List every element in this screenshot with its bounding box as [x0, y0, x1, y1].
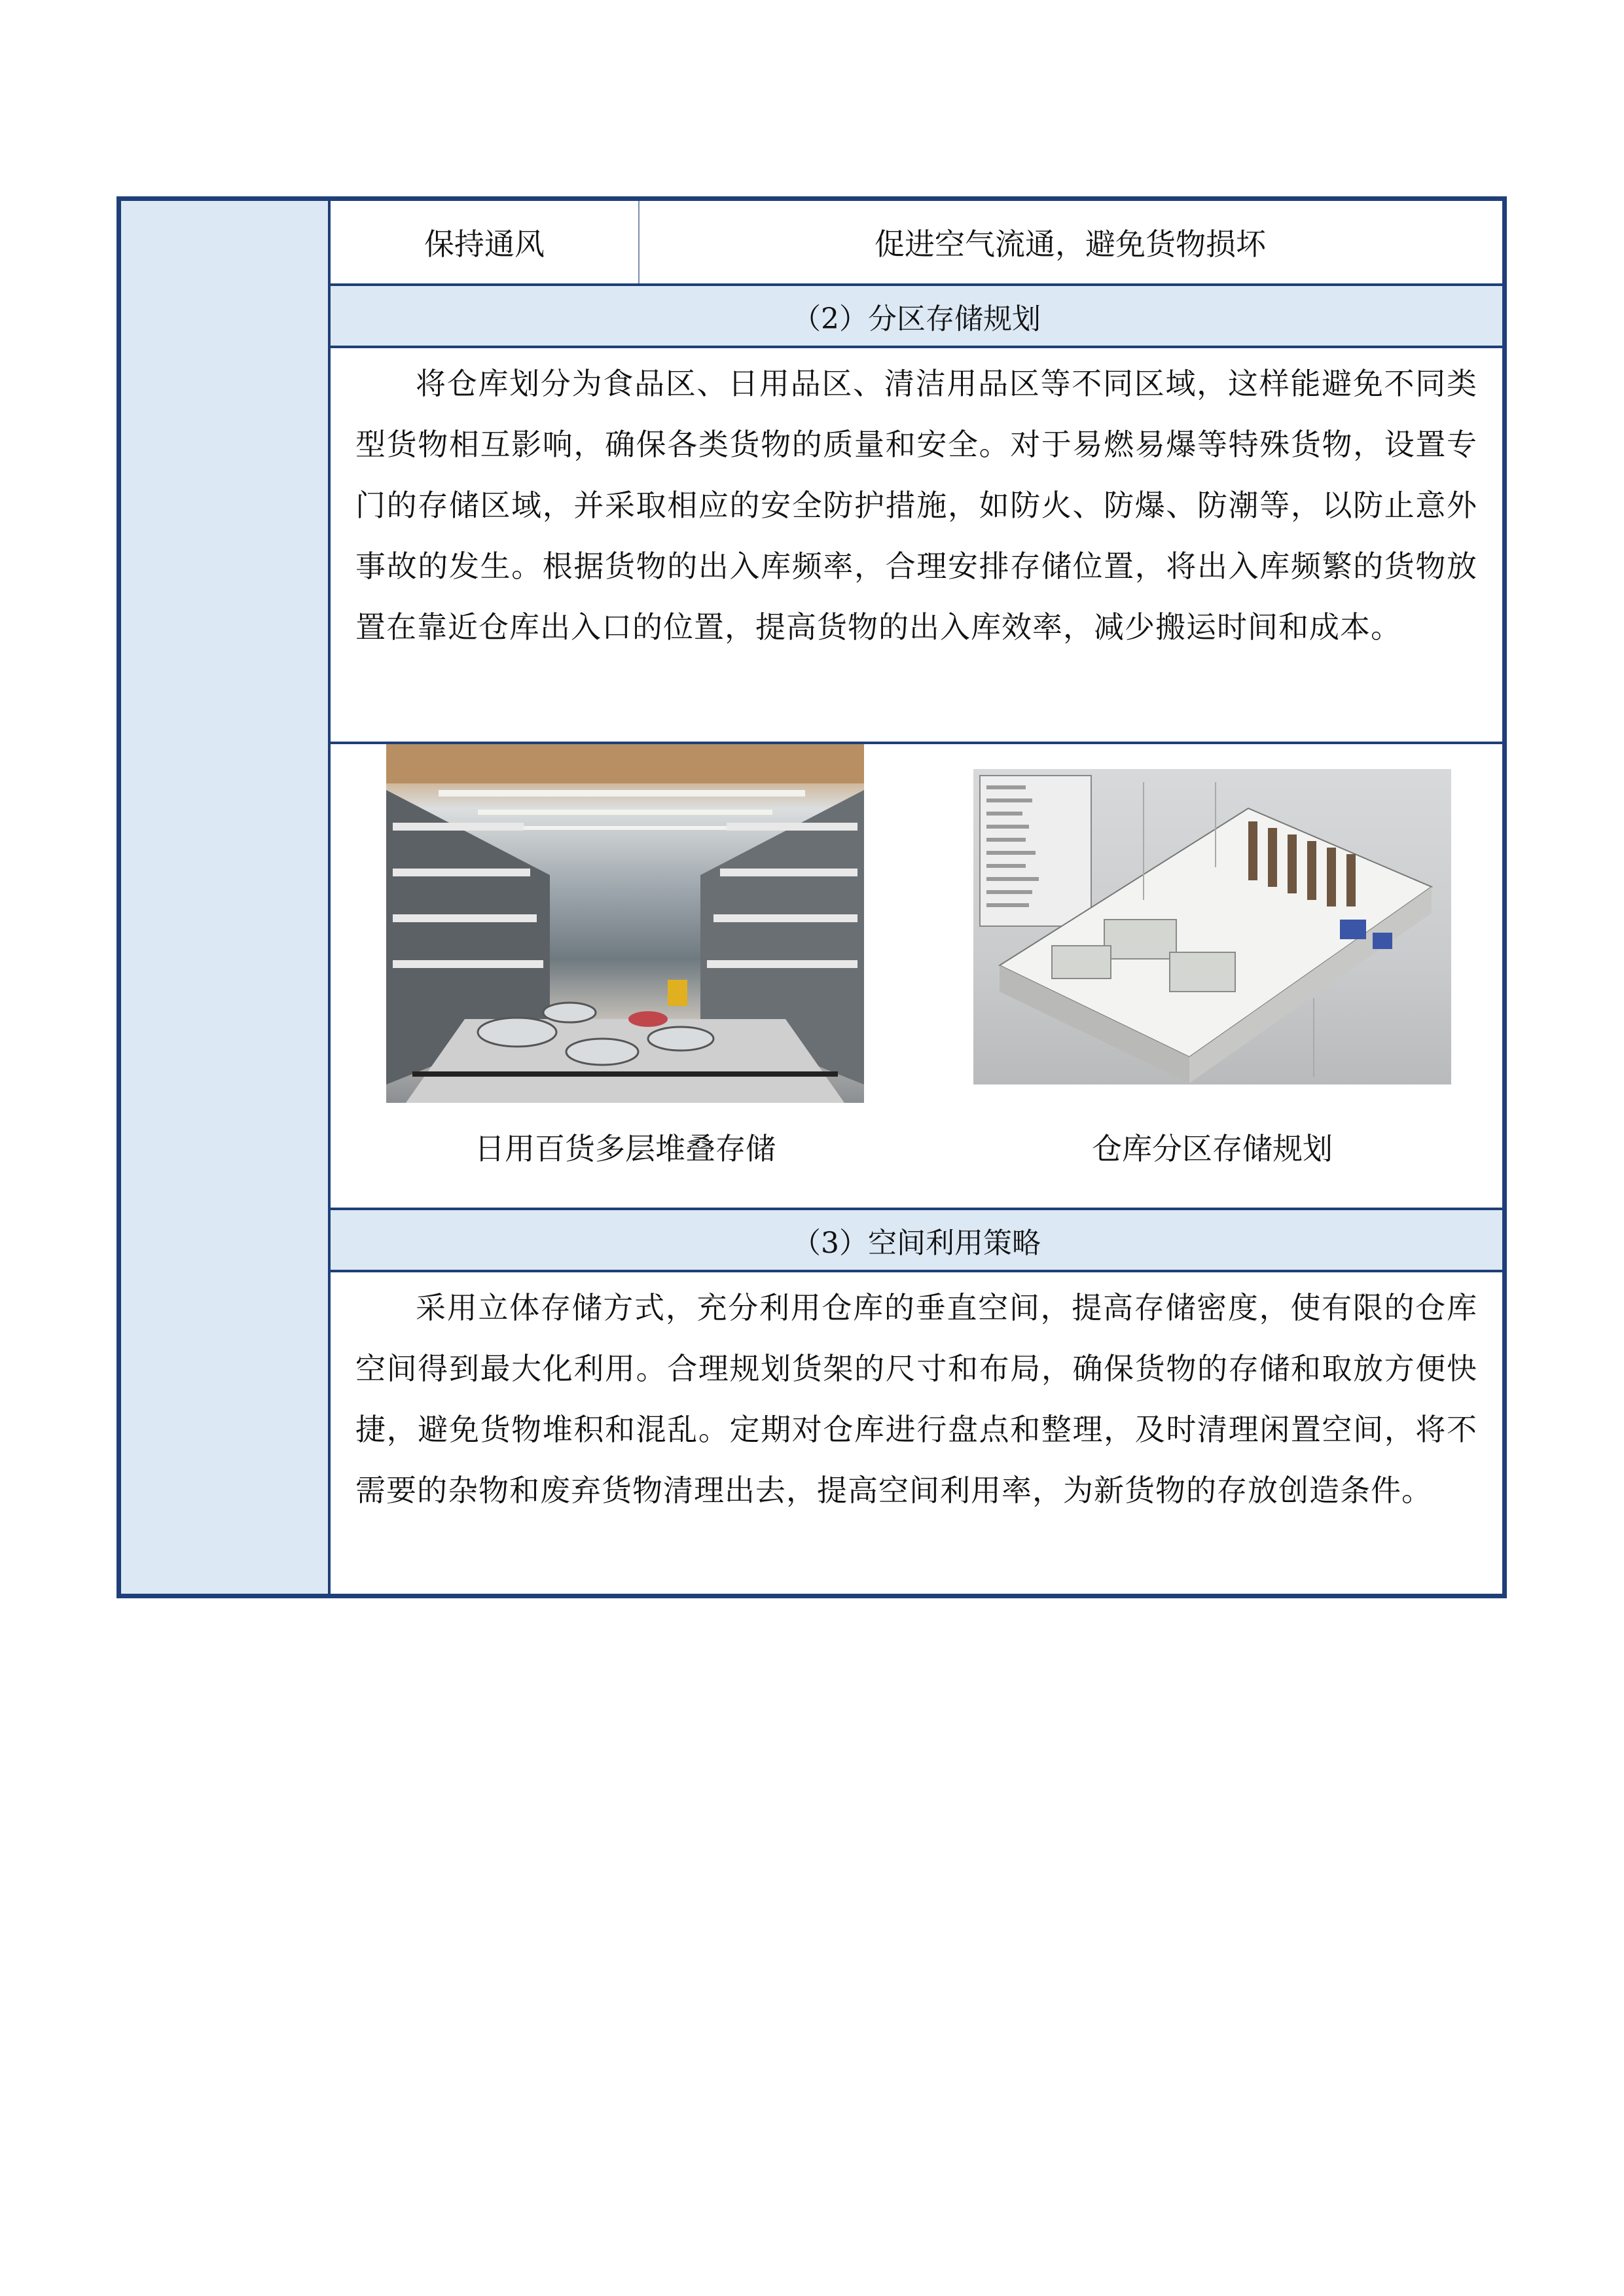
table-main-column — [331, 201, 1502, 1594]
left-sidebar-column — [121, 201, 331, 1594]
section-3-title: （3）空间利用策略 — [331, 1210, 1502, 1272]
section-2-paragraph: 将仓库划分为食品区、日用品区、清洁用品区等不同区域，这样能避免不同类型货物相互影响，确保各类货物的质量和安全。对于易燃易爆等特殊货物，设置专门的存储区域，并采取相应的安全防护措施，如防火、防爆、防潮等，以防止意外事故的发生。根据货物的出入库频率，合理安排存储位置，将出入库频繁的货物放置在靠近仓库出入口的位置，提高货物的出入库效率，减少搬运时间和成本。 — [355, 366, 1477, 645]
section-2-images — [331, 744, 1502, 1210]
section-3-body — [331, 1272, 1502, 1594]
warehouse-zoning-plan-image — [973, 769, 1451, 1085]
section-2-title: （2）分区存储规划 — [331, 286, 1502, 348]
content-table — [117, 196, 1507, 1598]
ventilation-row — [331, 201, 1502, 286]
ventilation-item-description: 促进空气流通，避免货物损坏 — [875, 226, 1266, 262]
warehouse-shelves-caption: 日用百货多层堆叠存储 — [475, 1131, 776, 1166]
section-2-body — [331, 348, 1502, 744]
warehouse-shelves-photo — [386, 744, 864, 1103]
warehouse-zoning-caption: 仓库分区存储规划 — [1092, 1131, 1333, 1166]
section-3-paragraph: 采用立体存储方式，充分利用仓库的垂直空间，提高存储密度，使有限的仓库空间得到最大化利用。合理规划货架的尺寸和布局，确保货物的存储和取放方便快捷，避免货物堆积和混乱。定期对仓库进行盘点和整理，及时清理闲置空间，将不需要的杂物和废弃货物清理出去，提高空间利用率，为新货物的存放创造条件。 — [355, 1290, 1477, 1508]
ventilation-item-label: 保持通风 — [331, 201, 640, 283]
